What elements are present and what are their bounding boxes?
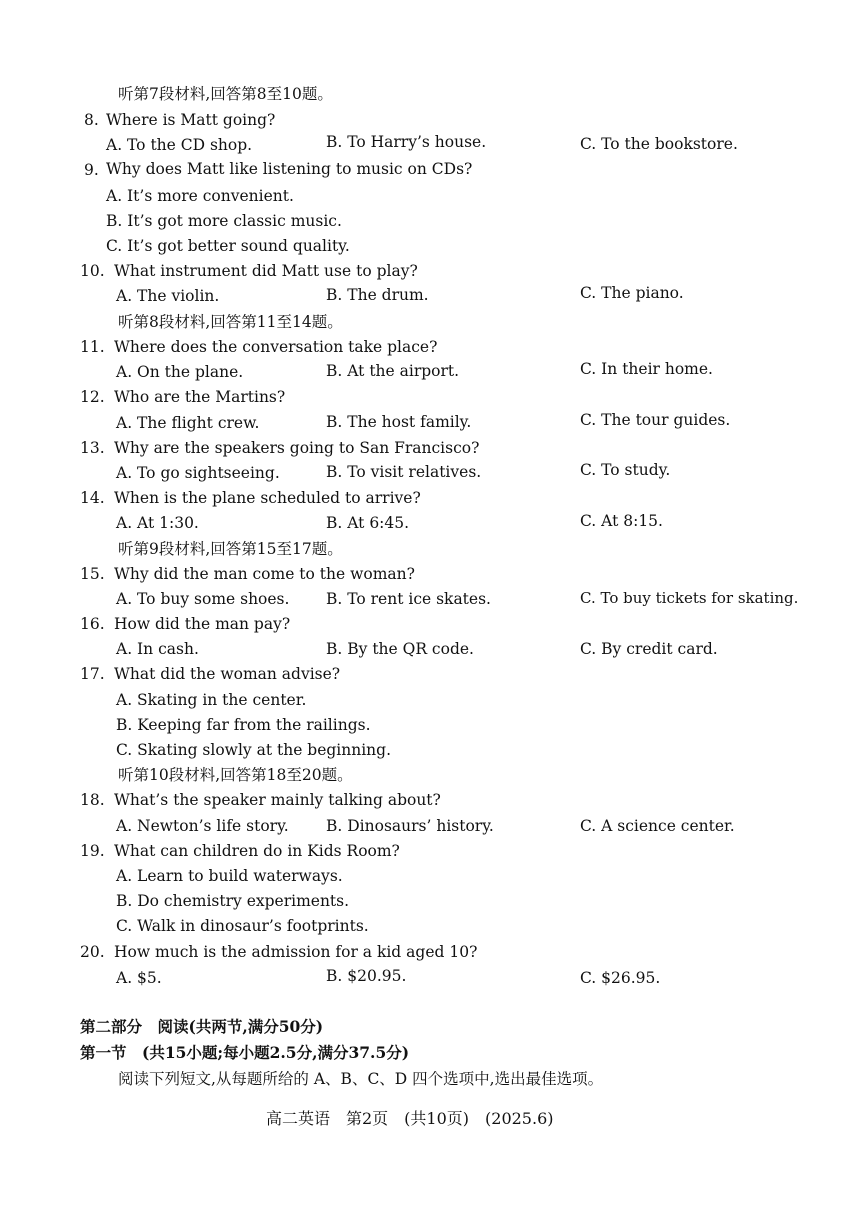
question-text: What can children do in Kids Room? [114,842,400,860]
question-number: 17. [80,665,105,683]
option-b: B. At the airport. [326,362,460,380]
option-b: B. To visit relatives. [326,463,482,481]
segment-instruction: 听第8段材料,回答第11至14题。 [118,313,343,331]
option-c: C. By credit card. [580,640,718,658]
question-number: 10. [80,262,105,280]
question-text: Why did the man come to the woman? [114,565,415,583]
option-c: C. To study. [580,461,671,479]
question-number: 18. [80,791,105,809]
option-c: C. $26.95. [580,969,661,987]
segment-instruction: 听第9段材料,回答第15至17题。 [118,540,343,558]
option-b: B. The drum. [326,286,429,304]
option-c: C. A science center. [580,817,735,835]
question-number: 11. [80,338,105,356]
question-text: Who are the Martins? [114,388,286,406]
question-text: Where does the conversation take place? [114,338,438,356]
question-text: Why are the speakers going to San Francisco? [114,439,480,457]
question-text: Why does Matt like listening to music on CDs? [106,160,473,178]
section-title: 第一节 (共15小题;每小题2.5分,满分37.5分) [80,1043,410,1062]
question-text: How did the man pay? [114,615,291,633]
option-a: A. On the plane. [116,363,244,381]
question-number: 8. [84,111,99,129]
question-number: 20. [80,943,105,961]
option-b: B. To rent ice skates. [326,590,491,608]
option-a: A. Skating in the center. [116,691,307,709]
option-a: A. The violin. [116,287,220,305]
option-b: B. The host family. [326,413,472,431]
option-c: C. At 8:15. [580,512,663,530]
option-b: B. Do chemistry experiments. [116,892,350,910]
question-text: What instrument did Matt use to play? [114,262,418,280]
option-a: A. Newton’s life story. [116,817,289,835]
option-a: A. It’s more convenient. [106,187,294,205]
option-b: B. Keeping far from the railings. [116,716,371,734]
question-number: 9. [84,161,99,179]
option-c: C. The tour guides. [580,411,731,429]
option-c: C. To buy tickets for skating. [580,589,799,607]
question-number: 15. [80,565,105,583]
option-a: A. To go sightseeing. [116,464,280,482]
option-c: C. To the bookstore. [580,135,738,153]
option-a: A. Learn to build waterways. [116,867,343,885]
question-text: When is the plane scheduled to arrive? [114,489,421,507]
option-a: A. In cash. [116,640,199,658]
question-text: How much is the admission for a kid aged 10? [114,943,478,961]
question-number: 19. [80,842,105,860]
segment-instruction: 听第7段材料,回答第8至10题。 [118,85,333,103]
option-c: C. In their home. [580,360,713,378]
option-a: A. $5. [116,969,162,987]
option-c: C. Walk in dinosaur’s footprints. [116,917,369,935]
question-number: 16. [80,615,105,633]
option-b: B. By the QR code. [326,640,474,658]
option-a: A. To buy some shoes. [116,590,290,608]
option-b: B. Dinosaurs’ history. [326,817,494,835]
question-number: 13. [80,439,105,457]
question-text: Where is Matt going? [106,111,276,129]
option-a: A. To the CD shop. [106,136,253,154]
option-b: B. $20.95. [326,967,407,985]
part-title: 第二部分 阅读(共两节,满分50分) [80,1017,324,1036]
option-c: C. It’s got better sound quality. [106,237,350,255]
option-b: B. At 6:45. [326,514,410,532]
option-b: B. To Harry’s house. [326,133,487,151]
question-text: What’s the speaker mainly talking about? [114,791,441,809]
option-b: B. It’s got more classic music. [106,212,342,230]
option-c: C. Skating slowly at the beginning. [116,741,392,759]
option-c: C. The piano. [580,284,684,302]
question-number: 14. [80,489,105,507]
option-a: A. At 1:30. [116,514,199,532]
reading-instruction: 阅读下列短文,从每题所给的 A、B、C、D 四个选项中,选出最佳选项。 [118,1070,604,1088]
option-a: A. The flight crew. [116,414,260,432]
segment-instruction: 听第10段材料,回答第18至20题。 [118,766,353,784]
question-number: 12. [80,388,105,406]
page-footer: 高二英语 第2页 (共10页) (2025.6) [266,1109,554,1128]
question-text: What did the woman advise? [114,665,341,683]
